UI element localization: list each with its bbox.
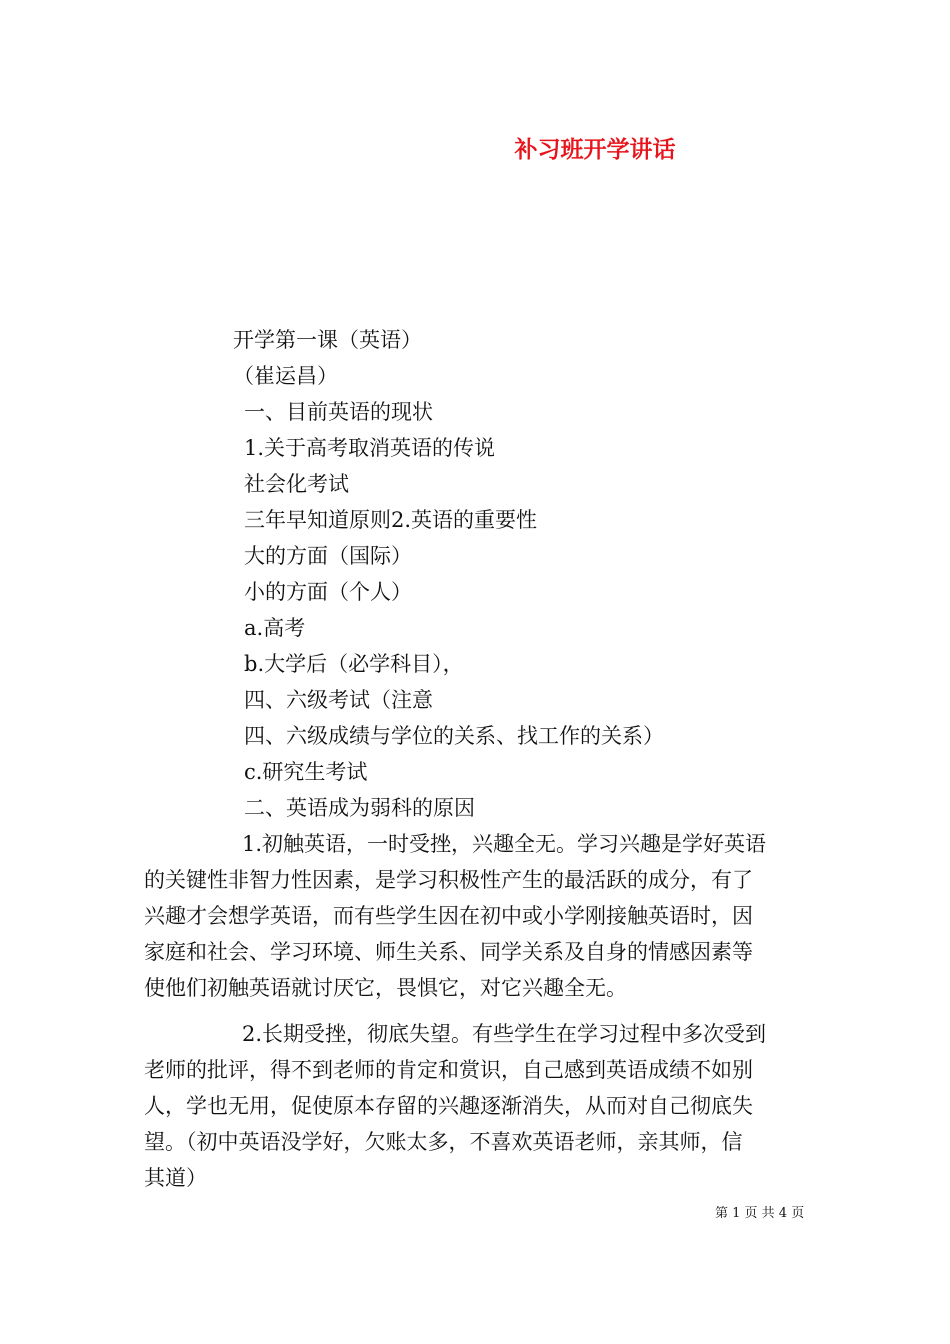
paragraph-line: 兴趣才会想学英语，而有些学生因在初中或小学刚接触英语时，因: [144, 904, 753, 928]
paragraph-line: 使他们初触英语就讨厌它，畏惧它，对它兴趣全无。: [144, 976, 627, 1000]
outline-line: 大的方面（国际）: [244, 544, 412, 568]
outline-line: （崔运昌）: [233, 364, 338, 388]
outline-line: 1.关于高考取消英语的传说: [244, 436, 496, 460]
outline-line: 四、六级考试（注意: [244, 688, 433, 712]
outline-line: a.高考: [244, 616, 306, 640]
outline-line: 四、六级成绩与学位的关系、找工作的关系）: [244, 724, 664, 748]
page-number: 第 1 页 共 4 页: [715, 1206, 805, 1221]
paragraph-line: 的关键性非智力性因素，是学习积极性产生的最活跃的成分，有了: [144, 868, 753, 892]
paragraph-line: 2.长期受挫，彻底失望。有些学生在学习过程中多次受到: [242, 1022, 767, 1046]
outline-line: 二、英语成为弱科的原因: [244, 796, 475, 820]
outline-line: c.研究生考试: [244, 760, 368, 784]
paragraph-line: 其道）: [144, 1166, 207, 1190]
outline-line: 社会化考试: [244, 472, 349, 496]
document-title: 补习班开学讲话: [514, 136, 676, 163]
outline-line: 小的方面（个人）: [244, 580, 412, 604]
outline-line: 一、目前英语的现状: [244, 400, 433, 424]
outline-line: 三年早知道原则2.英语的重要性: [244, 508, 538, 532]
paragraph-line: 望。（初中英语没学好，欠账太多，不喜欢英语老师，亲其师，信: [144, 1130, 743, 1154]
paragraph-line: 家庭和社会、学习环境、师生关系、同学关系及自身的情感因素等: [144, 940, 753, 964]
paragraph-line: 人，学也无用，促使原本存留的兴趣逐渐消失，从而对自己彻底失: [144, 1094, 753, 1118]
outline-line: b.大学后（必学科目），: [244, 652, 464, 676]
paragraph-line: 老师的批评，得不到老师的肯定和赏识，自己感到英语成绩不如别: [144, 1058, 753, 1082]
paragraph-line: 1.初触英语，一时受挫，兴趣全无。学习兴趣是学好英语: [242, 832, 767, 856]
paragraph-2: [144, 1016, 806, 1196]
outline-line: 开学第一课（英语）: [233, 328, 422, 352]
paragraph-1: [144, 826, 806, 1006]
